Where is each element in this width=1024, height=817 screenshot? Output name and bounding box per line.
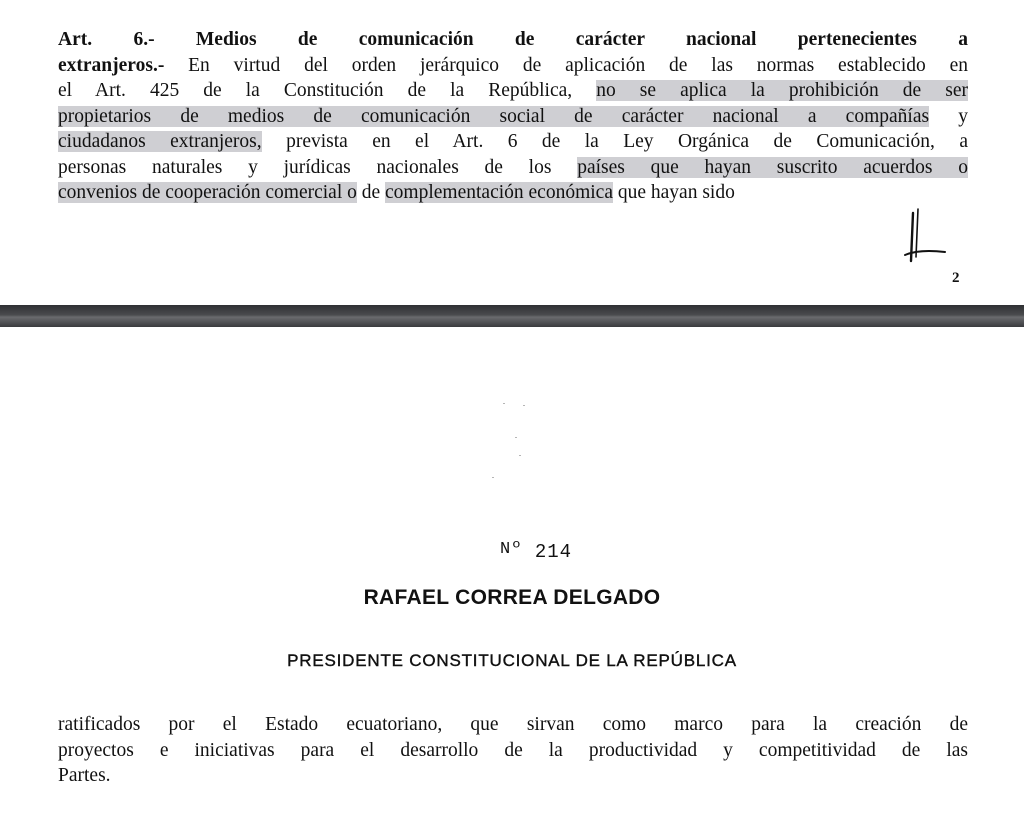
continuation-paragraph bbox=[58, 712, 968, 789]
bold-text: extranjeros.- bbox=[58, 54, 165, 76]
text-line bbox=[58, 53, 968, 79]
highlighted-text: complementación económica bbox=[385, 182, 613, 203]
bold-text: Art. 6.- Medios de comunicación de carácter nacional pertenecientes a bbox=[58, 29, 968, 50]
page-number: 2 bbox=[952, 270, 960, 286]
scan-speck bbox=[523, 405, 525, 406]
text-line bbox=[58, 104, 968, 130]
text-segment: En virtud del orden jerárquico de aplicación de las normas establecido en bbox=[164, 54, 968, 76]
president-title: PRESIDENTE CONSTITUCIONAL DE LA REPÚBLICA bbox=[287, 651, 737, 670]
text-segment: de bbox=[356, 182, 386, 203]
text-line bbox=[58, 738, 968, 764]
scan-speck bbox=[519, 455, 521, 456]
text-segment: personas naturales y jurídicas nacionales de los bbox=[58, 156, 578, 178]
text-line bbox=[58, 78, 968, 104]
text-line bbox=[58, 27, 968, 53]
highlighted-text: países que hayan suscrito acuerdos o bbox=[577, 156, 968, 178]
text-segment: que hayan sido bbox=[612, 182, 735, 203]
highlighted-text: no se aplica la prohibición de ser bbox=[596, 80, 968, 101]
text-segment: proyectos e iniciativas para el desarrollo de la productividad y competitividad de las bbox=[58, 739, 968, 761]
text-line bbox=[58, 180, 968, 206]
scan-speck bbox=[515, 437, 517, 438]
highlighted-text: propietarios de medios de comunicación social de carácter nacional a compañías bbox=[58, 105, 930, 127]
text-line bbox=[58, 712, 968, 738]
text-segment: y bbox=[929, 105, 969, 127]
text-line bbox=[58, 763, 968, 789]
number-prefix: Nº bbox=[500, 540, 523, 559]
text-segment: el Art. 425 de la Constitución de la República, bbox=[58, 80, 597, 101]
page-divider bbox=[0, 305, 1024, 327]
document-page-top bbox=[0, 0, 1024, 305]
text-segment: ratificados por el Estado ecuatoriano, que sirvan como marco para la creación de bbox=[58, 714, 968, 735]
article-6-paragraph bbox=[58, 27, 968, 206]
scan-speck bbox=[492, 477, 494, 478]
number-value: 214 bbox=[534, 541, 573, 563]
text-segment: prevista en el Art. 6 de la Ley Orgánica de Comunicación, a bbox=[261, 131, 968, 152]
highlighted-text: convenios de cooperación comercial o bbox=[58, 182, 357, 203]
president-name: RAFAEL CORREA DELGADO bbox=[363, 586, 661, 609]
text-segment: Partes. bbox=[58, 765, 111, 786]
handwritten-mark bbox=[895, 205, 955, 265]
decree-number bbox=[500, 540, 572, 563]
highlighted-text: ciudadanos extranjeros, bbox=[58, 131, 262, 152]
text-line bbox=[58, 129, 968, 155]
text-line bbox=[58, 155, 968, 181]
scan-speck bbox=[503, 403, 505, 404]
